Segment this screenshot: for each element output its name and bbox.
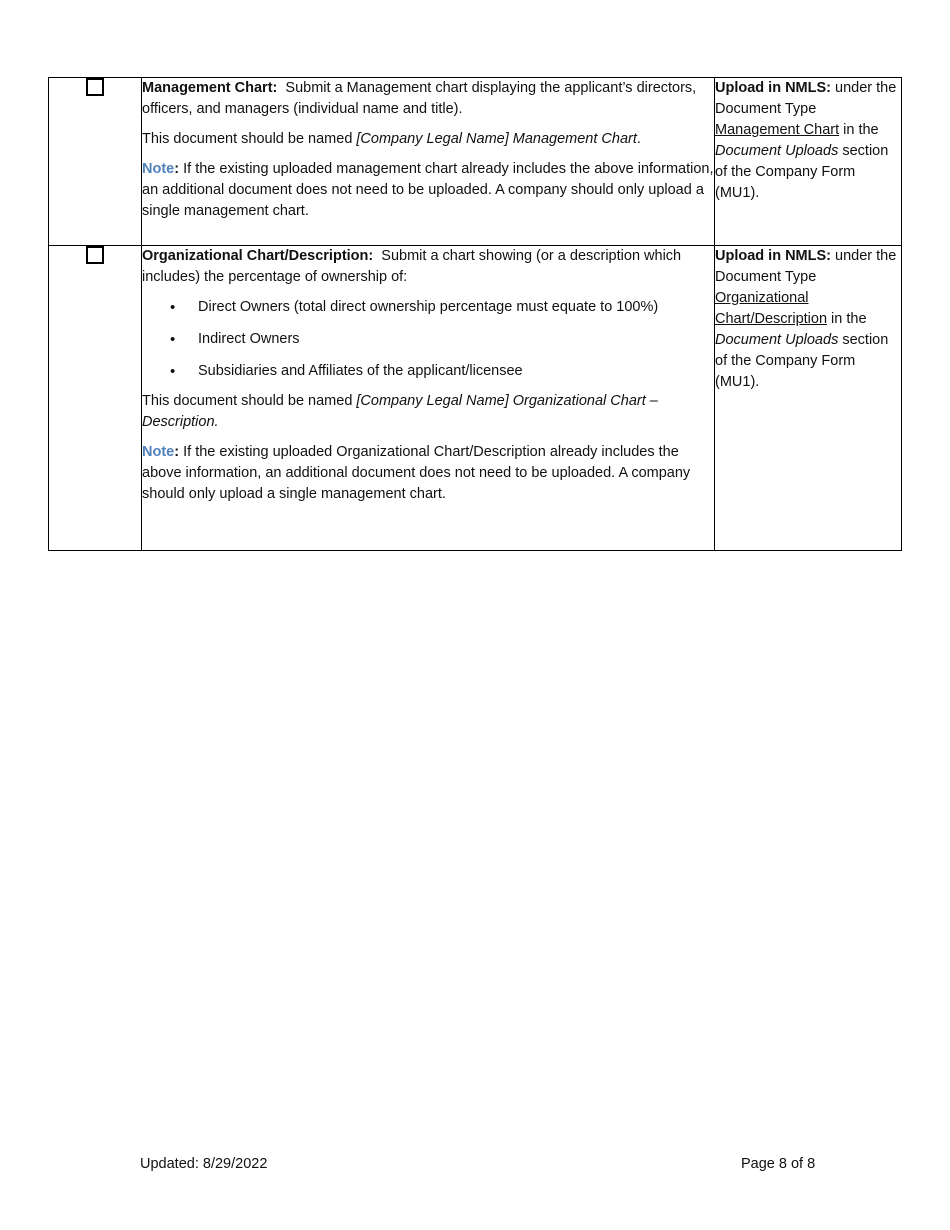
upload-text: section of the Company Form (MU1). [715, 143, 889, 201]
note-label: Note [142, 444, 175, 460]
naming-instruction [142, 391, 714, 433]
naming-prefix: This document should be named [142, 393, 357, 409]
requirement-intro-text: Submit a Management chart displaying the applicant’s directors, officers, and managers (individual name and title). [142, 80, 697, 117]
naming-prefix: This document should be named [142, 131, 357, 147]
note-paragraph [142, 159, 714, 222]
footer-page-number: Page 8 of 8 [741, 1156, 816, 1172]
upload-text: in the [839, 122, 879, 138]
list-item: • Indirect Owners [198, 329, 714, 350]
table-row-management-chart [49, 78, 902, 246]
requirement-title: Management Chart: [142, 80, 278, 96]
list-item: • Subsidiaries and Affiliates of the applicant/licensee [198, 361, 714, 382]
note-colon: : [174, 161, 180, 177]
document-type-name: Management Chart [715, 122, 840, 138]
description-cell [142, 246, 715, 551]
checkbox-cell [49, 78, 142, 246]
upload-label: Upload in NMLS: [715, 80, 831, 96]
naming-name: [Company Legal Name] Management Chart [356, 131, 637, 147]
note-text: If the existing uploaded management chart already includes the above information, an additional document does not need to be uploaded. A company should only upload a single management chart. [142, 161, 714, 219]
note-text: If the existing uploaded Organizational Chart/Description already includes the above information, an additional document does not need to be uploaded. A company should only upload a single management chart. [142, 444, 691, 502]
requirement-intro-text: Submit a chart showing (or a description which includes) the percentage of ownership of: [142, 248, 682, 285]
upload-instructions-cell [715, 78, 902, 246]
document-type-name: Organizational Chart/Description [715, 290, 828, 327]
checkbox-management-chart[interactable] [86, 78, 104, 96]
note-paragraph [142, 442, 714, 505]
ownership-list [142, 297, 714, 382]
list-item: • Direct Owners (total direct ownership percentage must equate to 100%) [198, 297, 714, 318]
upload-instructions-cell [715, 246, 902, 551]
upload-section-name: Document Uploads [715, 332, 839, 348]
note-colon: : [174, 444, 180, 460]
naming-name: [Company Legal Name] Organizational Chart – Description. [142, 393, 658, 430]
checkbox-organizational-chart[interactable] [86, 246, 104, 264]
requirement-intro [142, 78, 714, 120]
table-row-organizational-chart [49, 246, 902, 551]
note-label: Note [142, 161, 175, 177]
requirements-table [48, 77, 902, 551]
checkbox-cell [49, 246, 142, 551]
naming-suffix: . [636, 131, 641, 147]
description-cell [142, 78, 715, 246]
footer-updated-date: Updated: 8/29/2022 [140, 1156, 268, 1172]
upload-text: in the [827, 311, 867, 327]
upload-text: under the Document Type [715, 80, 897, 117]
naming-instruction [142, 129, 714, 150]
requirement-intro [142, 246, 714, 288]
upload-section-name: Document Uploads [715, 143, 839, 159]
upload-text: section of the Company Form (MU1). [715, 332, 889, 390]
upload-text: under the Document Type [715, 248, 897, 285]
requirement-title: Organizational Chart/Description: [142, 248, 374, 264]
upload-label: Upload in NMLS: [715, 248, 831, 264]
